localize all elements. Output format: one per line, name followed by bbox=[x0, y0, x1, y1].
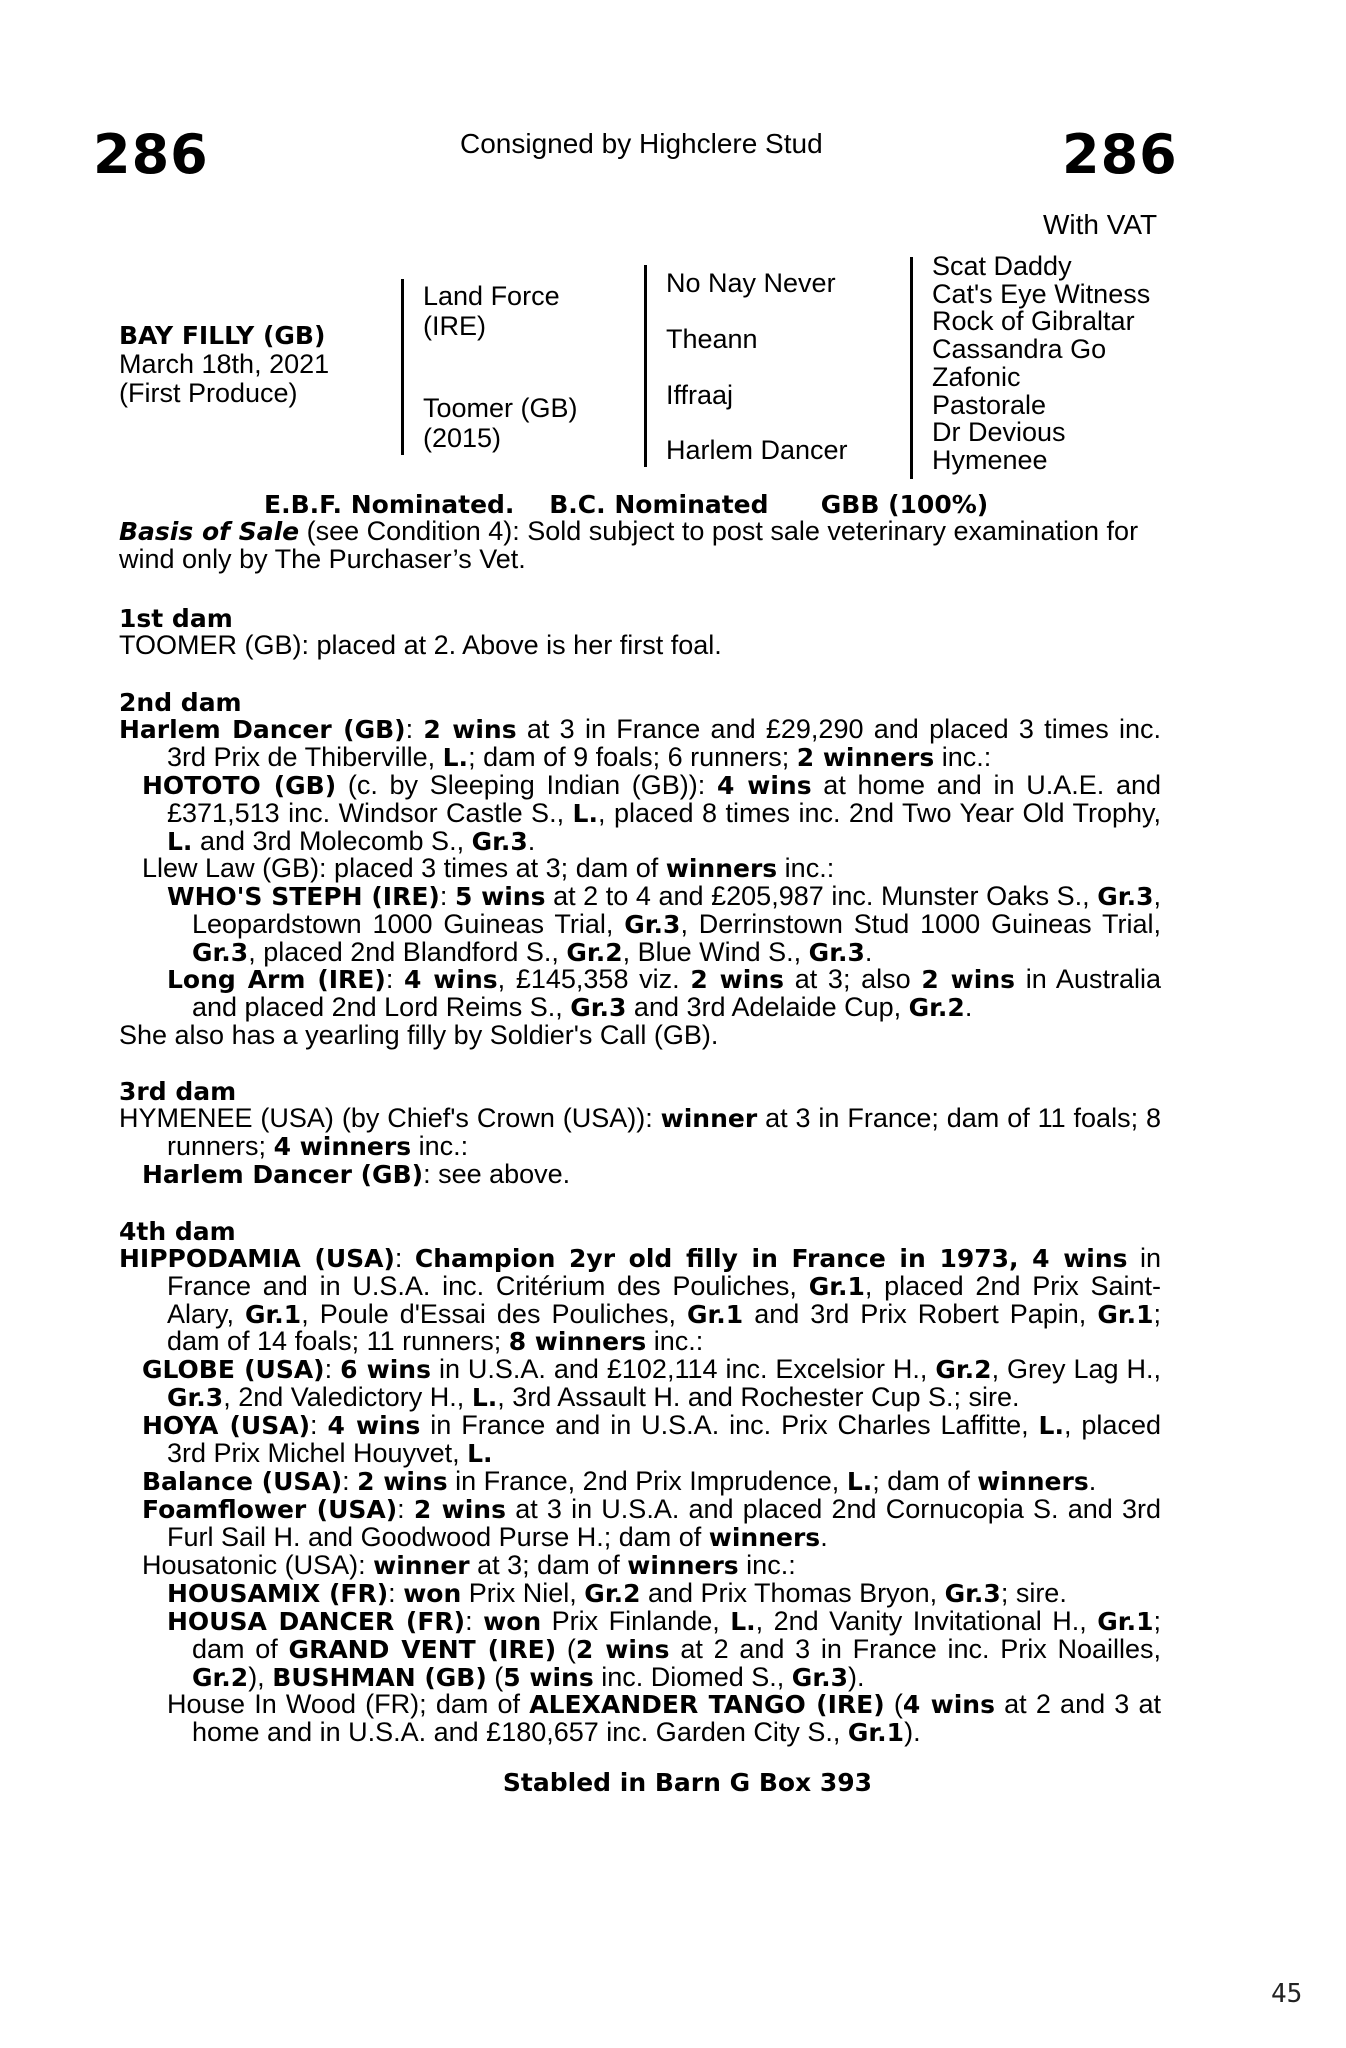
dam3-heading: 3rd dam bbox=[119, 1077, 237, 1106]
pedigree-gen2-2: Theann bbox=[666, 324, 758, 354]
consignor: Consigned by Highclere Stud bbox=[460, 128, 823, 159]
housamix-entry: HOUSAMIX (FR): won Prix Niel, Gr.2 and Prix Thomas Bryon, Gr.3; sire. bbox=[167, 1578, 1067, 1608]
llew-law-entry: Llew Law (GB): placed 3 times at 3; dam of winners inc.: bbox=[142, 853, 835, 883]
house-in-wood-entry: House In Wood (FR); dam of ALEXANDER TANGO (IRE) (4 wins at 2 and 3 at home and in U.S.A. and £180,657 inc. Garden City S., Gr.1). bbox=[167, 1689, 1162, 1747]
stabling-info: Stabled in Barn G Box 393 bbox=[502, 1768, 873, 1797]
yearling-note: She also has a yearling filly by Soldier's Call (GB). bbox=[119, 1020, 719, 1050]
hoya-entry: HOYA (USA): 4 wins in France and in U.S.A. inc. Prix Charles Laffitte, L., placed 3rd Prix Michel Houyvet, L. bbox=[142, 1410, 1161, 1468]
pedigree-gen2-3: Iffraaj bbox=[666, 380, 734, 410]
balance-entry: Balance (USA): 2 wins in France, 2nd Prix Imprudence, L.; dam of winners. bbox=[142, 1466, 1097, 1496]
pedigree-bracket-1 bbox=[401, 279, 404, 455]
dam1-text: TOOMER (GB): placed at 2. Above is her first foal. bbox=[119, 630, 722, 660]
pedigree-gen2-1: No Nay Never bbox=[666, 268, 836, 298]
pedigree-gen3: Scat Daddy Cat's Eye Witness Rock of Gibraltar Cassandra Go Zafonic Pastorale Dr Devious Hymenee bbox=[932, 251, 1151, 475]
long-arm-entry: Long Arm (IRE): 4 wins, £145,358 viz. 2 wins at 3; also 2 wins in Australia and placed 2nd Lord Reims S., Gr.3 and 3rd Adelaide Cup, Gr.2. bbox=[167, 964, 1161, 1022]
housa-dancer-entry: HOUSA DANCER (FR): won Prix Finlande, L., 2nd Vanity Invitational H., Gr.1; dam of GRAND VENT (IRE) (2 wins at 2 and 3 in France inc. Prix Noailles, Gr.2), BUSHMAN (GB) (5 wins inc. Diomed S., Gr.3). bbox=[167, 1606, 1162, 1692]
pedigree-sire: Land Force (IRE) bbox=[423, 281, 560, 341]
foamflower-entry: Foamflower (USA): 2 wins at 3 in U.S.A. and placed 2nd Cornucopia S. and 3rd Furl Sail H. and Goodwood Purse H.; dam of winners. bbox=[142, 1494, 1161, 1552]
hototo-entry: HOTOTO (GB) (c. by Sleeping Indian (GB)): 4 wins at home and in U.A.E. and £371,513 inc. Windsor Castle S., L., placed 8 times inc. 2nd Two Year Old Trophy, L. and 3rd Molecomb S., Gr.3. bbox=[142, 770, 1162, 856]
basis-of-sale: Basis of Sale (see Condition 4): Sold subject to post sale veterinary examination for wind only by The Purchaser’s Vet. bbox=[119, 516, 1139, 574]
harlem-dancer-ref: Harlem Dancer (GB): see above. bbox=[142, 1159, 571, 1189]
lot-number-left: 286 bbox=[93, 123, 209, 186]
horse-name: BAY FILLY (GB) bbox=[119, 321, 326, 350]
dam4-heading: 4th dam bbox=[119, 1217, 236, 1246]
pedigree-bracket-2 bbox=[644, 265, 647, 467]
hymenee-entry: HYMENEE (USA) (by Chief's Crown (USA)): winner at 3 in France; dam of 11 foals; 8 runners; 4 winners inc.: bbox=[119, 1103, 1161, 1161]
hippodamia-entry: HIPPODAMIA (USA): Champion 2yr old filly in France in 1973, 4 wins in France and in U.S.A. inc. Critérium des Pouliches, Gr.1, placed 2nd Prix Saint-Alary, Gr.1, Poule d'Essai des Pouliches, Gr.1 and 3rd Prix Robert Papin, Gr.1; dam of 14 foals; 11 runners; 8 winners inc.: bbox=[119, 1243, 1162, 1357]
dam2-heading: 2nd dam bbox=[119, 688, 242, 717]
vat-status: With VAT bbox=[1043, 209, 1158, 240]
pedigree-dam: Toomer (GB) (2015) bbox=[423, 393, 578, 453]
globe-entry: GLOBE (USA): 6 wins in U.S.A. and £102,114 inc. Excelsior H., Gr.2, Grey Lag H., Gr.3, 2nd Valedictory H., L., 3rd Assault H. and Rochester Cup S.; sire. bbox=[142, 1354, 1161, 1412]
horse-dob: March 18th, 2021 bbox=[119, 349, 330, 379]
horse-summary bbox=[119, 321, 329, 408]
pedigree-gen2-4: Harlem Dancer bbox=[666, 435, 848, 465]
dam1-heading: 1st dam bbox=[119, 604, 233, 633]
lot-number-right: 286 bbox=[1062, 123, 1178, 186]
whos-steph-entry: WHO'S STEPH (IRE): 5 wins at 2 to 4 and £205,987 inc. Munster Oaks S., Gr.3, Leopardstown 1000 Guineas Trial, Gr.3, Derrinstown Stud 1000 Guineas Trial, Gr.3, placed 2nd Blandford S., Gr.2, Blue Wind S., Gr.3. bbox=[167, 881, 1162, 967]
horse-note: (First Produce) bbox=[119, 378, 298, 408]
pedigree-bracket-3 bbox=[910, 257, 913, 479]
housatonic-entry: Housatonic (USA): winner at 3; dam of winners inc.: bbox=[142, 1550, 796, 1580]
nominations: E.B.F. Nominated. B.C. Nominated GBB (100%) bbox=[264, 490, 989, 519]
harlem-dancer-entry: Harlem Dancer (GB): 2 wins at 3 in France and £29,290 and placed 3 times inc. 3rd Prix de Thiberville, L.; dam of 9 foals; 6 runners; 2 winners inc.: bbox=[119, 714, 1161, 772]
page-number: 45 bbox=[1271, 1979, 1303, 2009]
